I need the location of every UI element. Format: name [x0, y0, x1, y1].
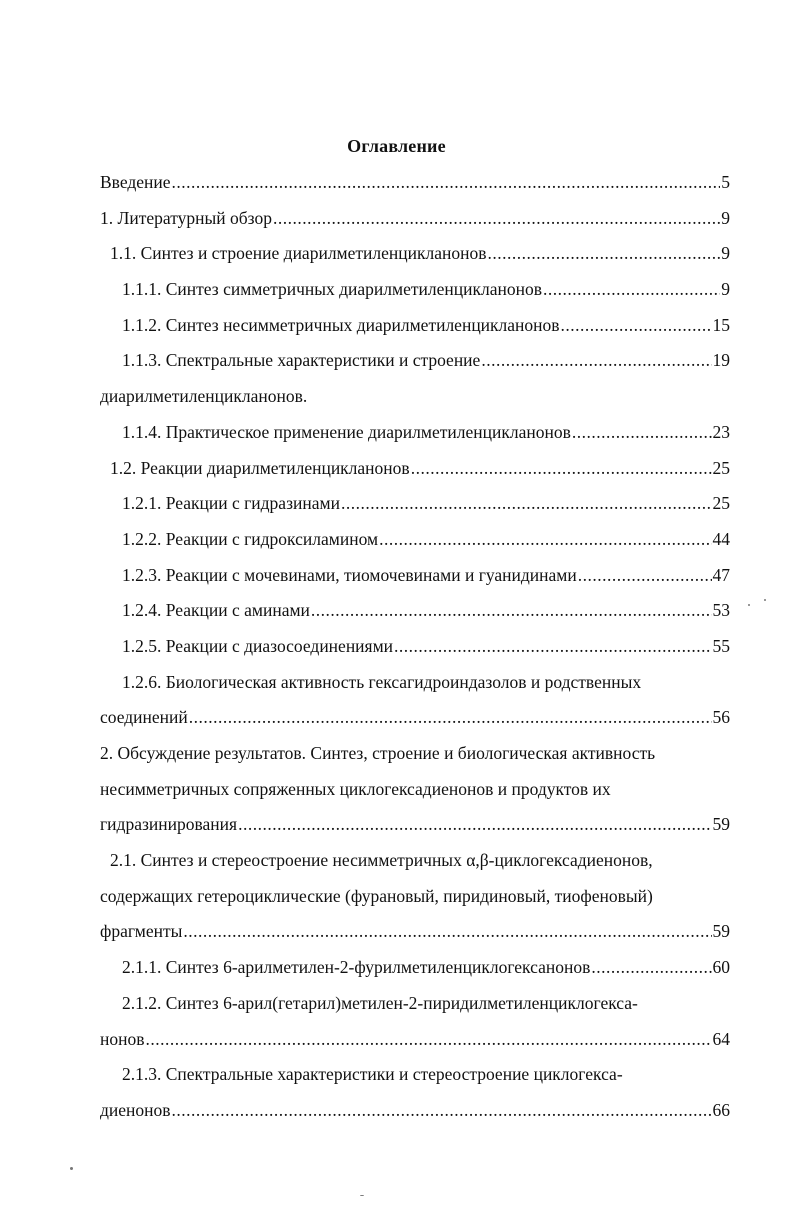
toc-page-number: 25 [712, 457, 730, 478]
toc-entry [100, 955, 730, 991]
toc-entry-text: 2. Обсуждение результатов. Синтез, строение и биологическая активность [100, 743, 656, 763]
toc-entry [100, 705, 730, 741]
toc-dot-leader [311, 598, 712, 622]
toc-page-number: 56 [712, 707, 730, 728]
toc-entry-text: Введение [100, 172, 171, 192]
toc-page-number: 25 [712, 493, 730, 514]
toc-entry-text: 1.2.2. Реакции с гидроксиламином [122, 528, 379, 549]
toc-entry [100, 991, 730, 1027]
toc-dot-leader [561, 313, 712, 337]
toc-dot-leader [379, 527, 711, 551]
toc-entry [100, 456, 730, 492]
page-title: Оглавление [347, 136, 446, 156]
toc-entry [100, 206, 730, 242]
toc-entry [100, 598, 730, 634]
toc-dot-leader [146, 1027, 712, 1051]
toc-page-number: 59 [712, 921, 730, 942]
toc-entry-text: 2.1.2. Синтез 6-арил(гетарил)метилен-2-пиридилметиленциклогекса- [122, 992, 638, 1013]
toc-page-number: 66 [712, 1099, 730, 1120]
toc-entry-text: 2.1.1. Синтез 6-арилметилен-2-фурилметиленциклогексанонов [122, 957, 591, 978]
toc-entry [100, 884, 730, 920]
toc-entry-text: гидразинирования [100, 814, 238, 835]
toc-page-number: 9 [721, 279, 730, 300]
toc-entry [100, 670, 730, 706]
toc-page-number: 15 [712, 314, 730, 335]
toc-entry [100, 277, 730, 313]
toc-page-number: 59 [712, 814, 730, 835]
toc-dot-leader [394, 634, 711, 658]
toc-entry-text: 1.1.4. Практическое применение диарилметиленцикланонов [122, 421, 571, 442]
toc-entry-text: 1.1.3. Спектральные характеристики и строение [122, 350, 481, 371]
toc-entry [100, 812, 730, 848]
toc-page-number: 5 [721, 172, 730, 192]
toc-entry [100, 491, 730, 527]
toc-entry-text: 1.1.1. Синтез симметричных диарилметиленцикланонов [122, 279, 542, 300]
toc-page-number: 23 [712, 421, 730, 442]
toc-dot-leader [189, 705, 712, 729]
toc-dot-leader [238, 812, 711, 836]
toc-page-number: 19 [712, 350, 730, 371]
toc-entry-text: содержащих гетероциклические (фурановый, пиридиновый, тиофеновый) [100, 885, 653, 906]
toc-dot-leader [183, 919, 711, 943]
toc-entry [100, 313, 730, 349]
scan-speck [360, 1195, 364, 1196]
toc-page-number: 55 [712, 635, 730, 656]
toc-page-number: 47 [712, 564, 730, 585]
toc-entry-text: 1.2.4. Реакции с аминами [122, 600, 310, 621]
toc-entry [100, 1062, 730, 1098]
scan-speck [70, 1167, 73, 1170]
toc-entry-text: 1.2.3. Реакции с мочевинами, тиомочевинами и гуанидинами [122, 564, 577, 585]
toc-entry-text: фрагменты [100, 921, 183, 942]
toc-dot-leader [572, 420, 712, 444]
toc-entry-text: соединений [100, 707, 188, 728]
toc-entry [100, 241, 730, 277]
toc-entry [100, 348, 730, 384]
toc-entry-text: диенонов [100, 1099, 171, 1120]
toc-entry-text: несимметричных сопряженных циклогексадиенонов и продуктов их [100, 778, 611, 799]
toc-dot-leader [273, 206, 720, 230]
toc-page-number: 60 [712, 957, 730, 978]
toc-entry [100, 741, 730, 777]
toc-entry-text: нонов [100, 1028, 145, 1049]
toc-dot-leader [172, 170, 721, 194]
toc-dot-leader [341, 491, 712, 515]
scan-speck [764, 599, 766, 601]
toc-entry [100, 384, 730, 420]
toc-dot-leader [172, 1098, 712, 1122]
toc-entry-text: 1.1. Синтез и строение диарилметиленциклaнонов [110, 243, 487, 264]
toc-entry-text: 1. Литературный обзор [100, 207, 272, 228]
toc-entry [100, 1098, 730, 1134]
toc-page-number: 53 [712, 600, 730, 621]
toc-page-number: 9 [721, 243, 730, 264]
toc-entry [100, 919, 730, 955]
toc-entry [100, 1027, 730, 1063]
toc-entry [100, 777, 730, 813]
toc-entry-text: 1.1.2. Синтез несимметричных диарилметиленцикланонов [122, 314, 560, 335]
toc-page-number: 44 [712, 528, 730, 549]
toc-entry-text: диарилметиленцикланонов. [100, 386, 308, 407]
toc-entry-text: 1.2. Реакции диарилметиленцикланонов [110, 457, 410, 478]
toc-entry [100, 170, 730, 206]
toc-entry [100, 634, 730, 670]
toc-entry [100, 527, 730, 563]
toc-entry-text: 1.2.1. Реакции с гидразинами [122, 493, 340, 514]
toc-entry-text: 1.2.5. Реакции с диазосоединениями [122, 635, 394, 656]
toc-entry-text: 2.1. Синтез и стереостроение несимметричных α,β-циклогексадиенонов, [110, 850, 653, 871]
toc-dot-leader [411, 456, 712, 480]
toc-page-number: 9 [721, 207, 730, 228]
toc-entry [100, 420, 730, 456]
toc-list [100, 170, 730, 1134]
toc-dot-leader [591, 955, 711, 979]
toc-entry [100, 563, 730, 599]
toc-page-number: 64 [712, 1028, 730, 1049]
toc-dot-leader [543, 277, 720, 301]
scan-speck [748, 604, 750, 606]
toc-dot-leader [578, 563, 712, 587]
toc-entry-text: 2.1.3. Спектральные характеристики и стереостроение циклогекса- [122, 1064, 623, 1085]
toc-dot-leader [481, 348, 711, 372]
toc-dot-leader [488, 241, 721, 265]
toc-entry-text: 1.2.6. Биологическая активность гексагидроиндазолов и родственных [122, 671, 642, 692]
toc-entry [100, 848, 730, 884]
